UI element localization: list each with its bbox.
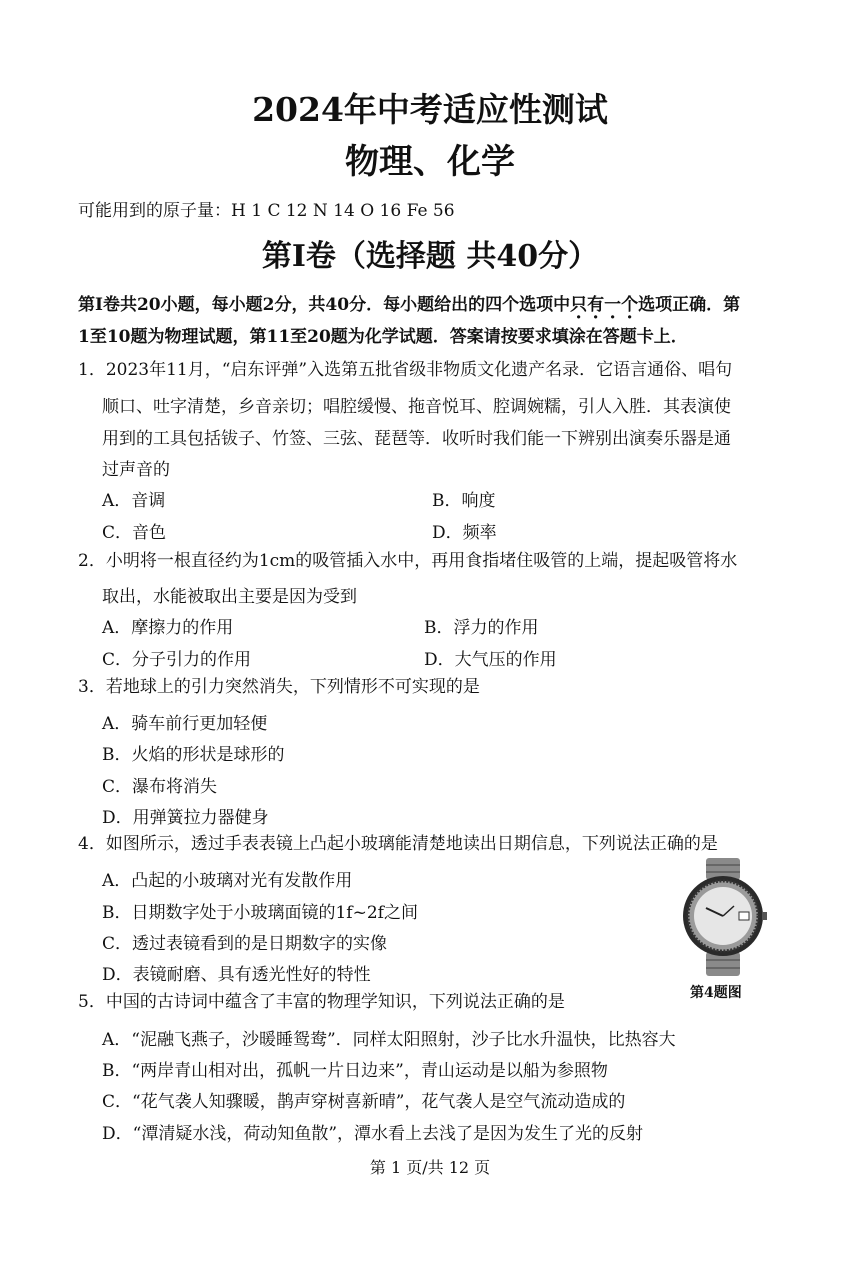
q1-option-a: A．音调 [102,491,166,511]
q1-line-4: 过声音的 [102,460,170,480]
watch-figure [676,858,770,976]
date-window [739,912,749,920]
q3-line-1: 3．若地球上的引力突然消失，下列情形不可实现的是 [78,677,480,697]
exam-title: 2024年中考适应性测试 [252,90,608,129]
q1-line-3: 用到的工具包括钹子、竹签、三弦、琵琶等．收听时我们能一下辨别出演奏乐器是通 [102,429,731,449]
section-title: 第Ⅰ卷（选择题 共40分） [261,239,599,274]
emphasis-char: 只 [570,295,588,315]
page-number: 第 1 页/共 12 页 [369,1158,491,1177]
q2-option-b: B．浮力的作用 [424,618,539,638]
q4-option-b: B．日期数字处于小玻璃面镜的1f~2f之间 [102,903,418,923]
q5-line-1: 5．中国的古诗词中蕴含了丰富的物理学知识，下列说法正确的是 [78,992,565,1012]
q4-option-d: D．表镜耐磨、具有透光性好的特性 [102,965,371,985]
q1-option-b: B．响度 [432,491,496,511]
instruction-text-c: 选项正确．第 [638,295,741,315]
q5-option-c: C．“花气袭人知骤暖，鹊声穿树喜新晴”，花气袭人是空气流动造成的 [102,1092,626,1112]
exam-subject: 物理、化学 [345,142,515,182]
instruction-emphasis [570,295,638,315]
q2-line-2: 取出，水能被取出主要是因为受到 [102,587,357,607]
q4-line-1: 4．如图所示，透过手表表镜上凸起小玻璃能清楚地读出日期信息，下列说法正确的是 [78,834,718,854]
q3-option-c: C．瀑布将消失 [102,777,218,797]
q2-line-1: 2．小明将一根直径约为1cm的吸管插入水中，再用食指堵住吸管的上端，提起吸管将水 [78,551,738,571]
q2-option-d: D．大气压的作用 [424,650,557,670]
q1-option-c: C．音色 [102,523,167,543]
watch-crown [762,912,767,920]
q4-option-a: A．凸起的小玻璃对光有发散作用 [102,871,353,891]
instruction-line-2: 1至10题为物理试题，第11至20题为化学试题．答案请按要求填涂在答题卡上． [78,327,688,347]
emphasis-char: 一 [604,295,622,315]
q1-line-2: 顺口、吐字清楚，乡音亲切；唱腔缓慢、拖音悦耳、腔调婉糯，引人入胜．其表演使 [102,397,731,417]
q2-option-a: A．摩擦力的作用 [102,618,234,638]
q5-option-b: B．“两岸青山相对出，孤帆一片日边来”，青山运动是以船为参照物 [102,1061,608,1081]
emphasis-char: 个 [621,295,639,315]
q3-option-d: D．用弹簧拉力器健身 [102,808,269,828]
q1-option-d: D．频率 [432,523,497,543]
instruction-text-a: 第Ⅰ卷共20小题，每小题2分，共40分．每小题给出的四个选项中 [78,295,571,315]
q5-option-d: D．“潭清疑水浅，荷动知鱼散”，潭水看上去浅了是因为发生了光的反射 [102,1124,644,1144]
q5-option-a: A．“泥融飞燕子，沙暖睡鸳鸯”．同样太阳照射，沙子比水升温快，比热容大 [102,1030,676,1050]
instruction-line-1 [78,290,740,315]
q3-option-a: A．骑车前行更加轻便 [102,714,268,734]
figure-caption: 第4题图 [690,985,742,1001]
q2-option-c: C．分子引力的作用 [102,650,252,670]
q3-option-b: B．火焰的形状是球形的 [102,745,285,765]
emphasis-char: 有 [587,295,605,315]
q1-line-1: 1．2023年11月，“启东评弹”入选第五批省级非物质文化遗产名录．它语言通俗、唱句 [78,360,733,380]
atomic-masses: 可能用到的原子量：H 1 C 12 N 14 O 16 Fe 56 [78,201,455,221]
q4-option-c: C．透过表镜看到的是日期数字的实像 [102,934,388,954]
